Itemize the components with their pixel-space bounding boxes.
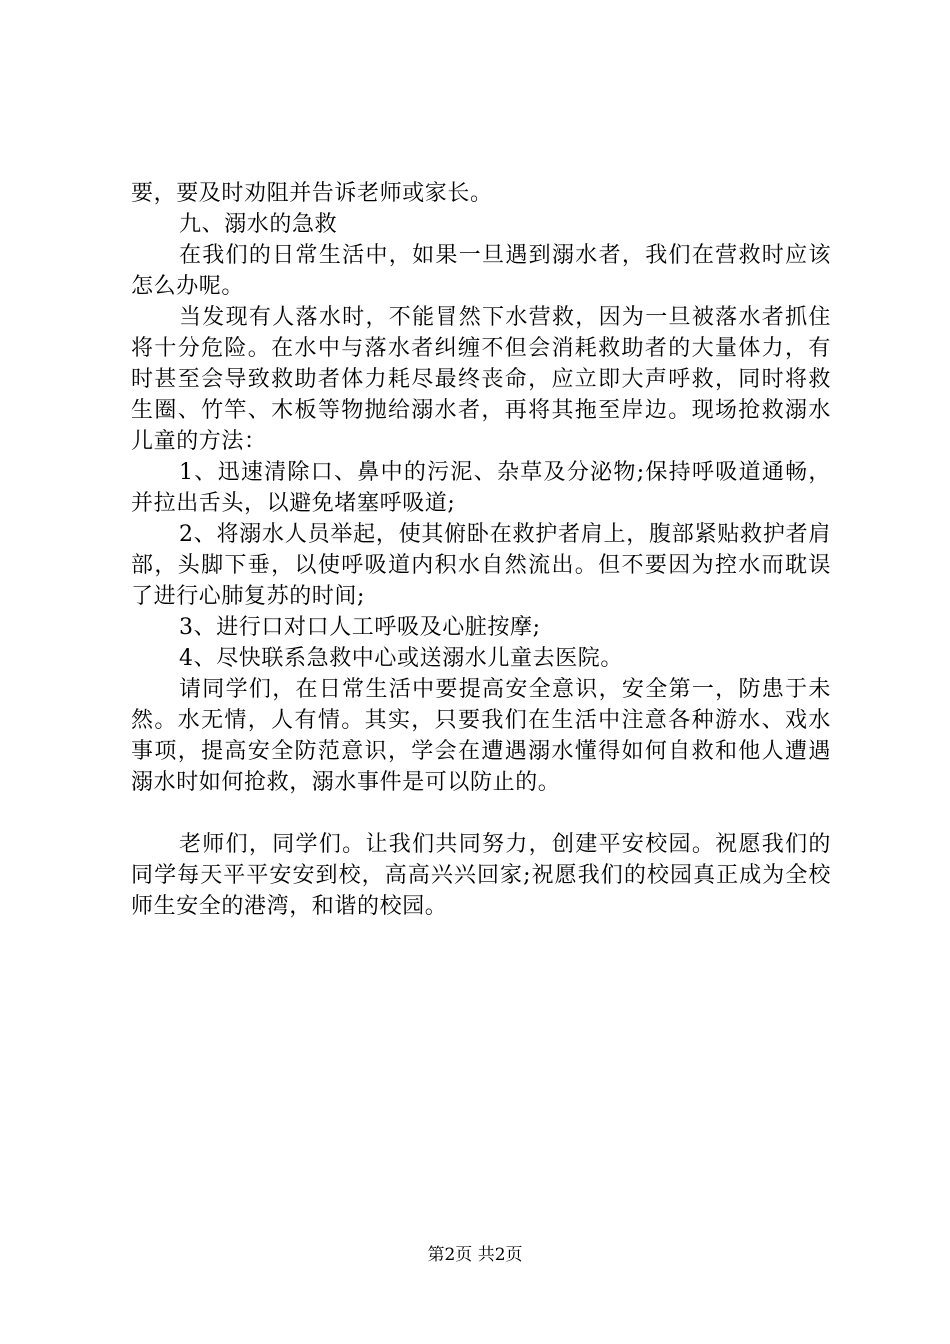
paragraph-closing: 老师们，同学们。让我们共同努力，创建平安校园。祝愿我们的同学每天平平安安到校，高高兴兴回家;祝愿我们的校园真正成为全校师生安全的港湾，和谐的校园。 xyxy=(131,832,831,919)
section-heading-drowning-first-aid: 九、溺水的急救 xyxy=(179,212,338,237)
list-item-step-3: 3、进行口对口人工呼吸及心脏按摩; xyxy=(179,615,541,640)
paragraph-intro-question: 在我们的日常生活中，如果一旦遇到溺水者，我们在营救时应该怎么办呢。 xyxy=(131,243,831,299)
document-body xyxy=(131,178,831,922)
list-item-step-1: 1、迅速清除口、鼻中的污泥、杂草及分泌物;保持呼吸道通畅，并拉出舌头，以避免堵塞呼吸道; xyxy=(131,460,831,516)
page-number-footer: 第2页 共2页 xyxy=(427,1245,523,1265)
list-item-step-4: 4、尽快联系急救中心或送溺水儿童去医院。 xyxy=(179,646,623,671)
paragraph-safety-reminder: 请同学们，在日常生活中要提高安全意识，安全第一，防患于未然。水无情，人有情。其实，只要我们在生活中注意各种游水、戏水事项，提高安全防范意识，学会在遭遇溺水懂得如何自救和他人遭遇溺水时如何抢救，溺水事件是可以防止的。 xyxy=(131,677,831,795)
paragraph-continuation: 要，要及时劝阻并告诉老师或家长。 xyxy=(131,181,493,206)
list-item-step-2: 2、将溺水人员举起，使其俯卧在救护者肩上，腹部紧贴救护者肩部，头脚下垂，以使呼吸道内积水自然流出。但不要因为控水而耽误了进行心肺复苏的时间; xyxy=(131,522,831,609)
paragraph-rescue-advice: 当发现有人落水时，不能冒然下水营救，因为一旦被落水者抓住将十分危险。在水中与落水者纠缠不但会消耗救助者的大量体力，有时甚至会导致救助者体力耗尽最终丧命，应立即大声呼救，同时将救生圈、竹竿、木板等物抛给溺水者，再将其拖至岸边。现场抢救溺水儿童的方法： xyxy=(131,305,831,454)
